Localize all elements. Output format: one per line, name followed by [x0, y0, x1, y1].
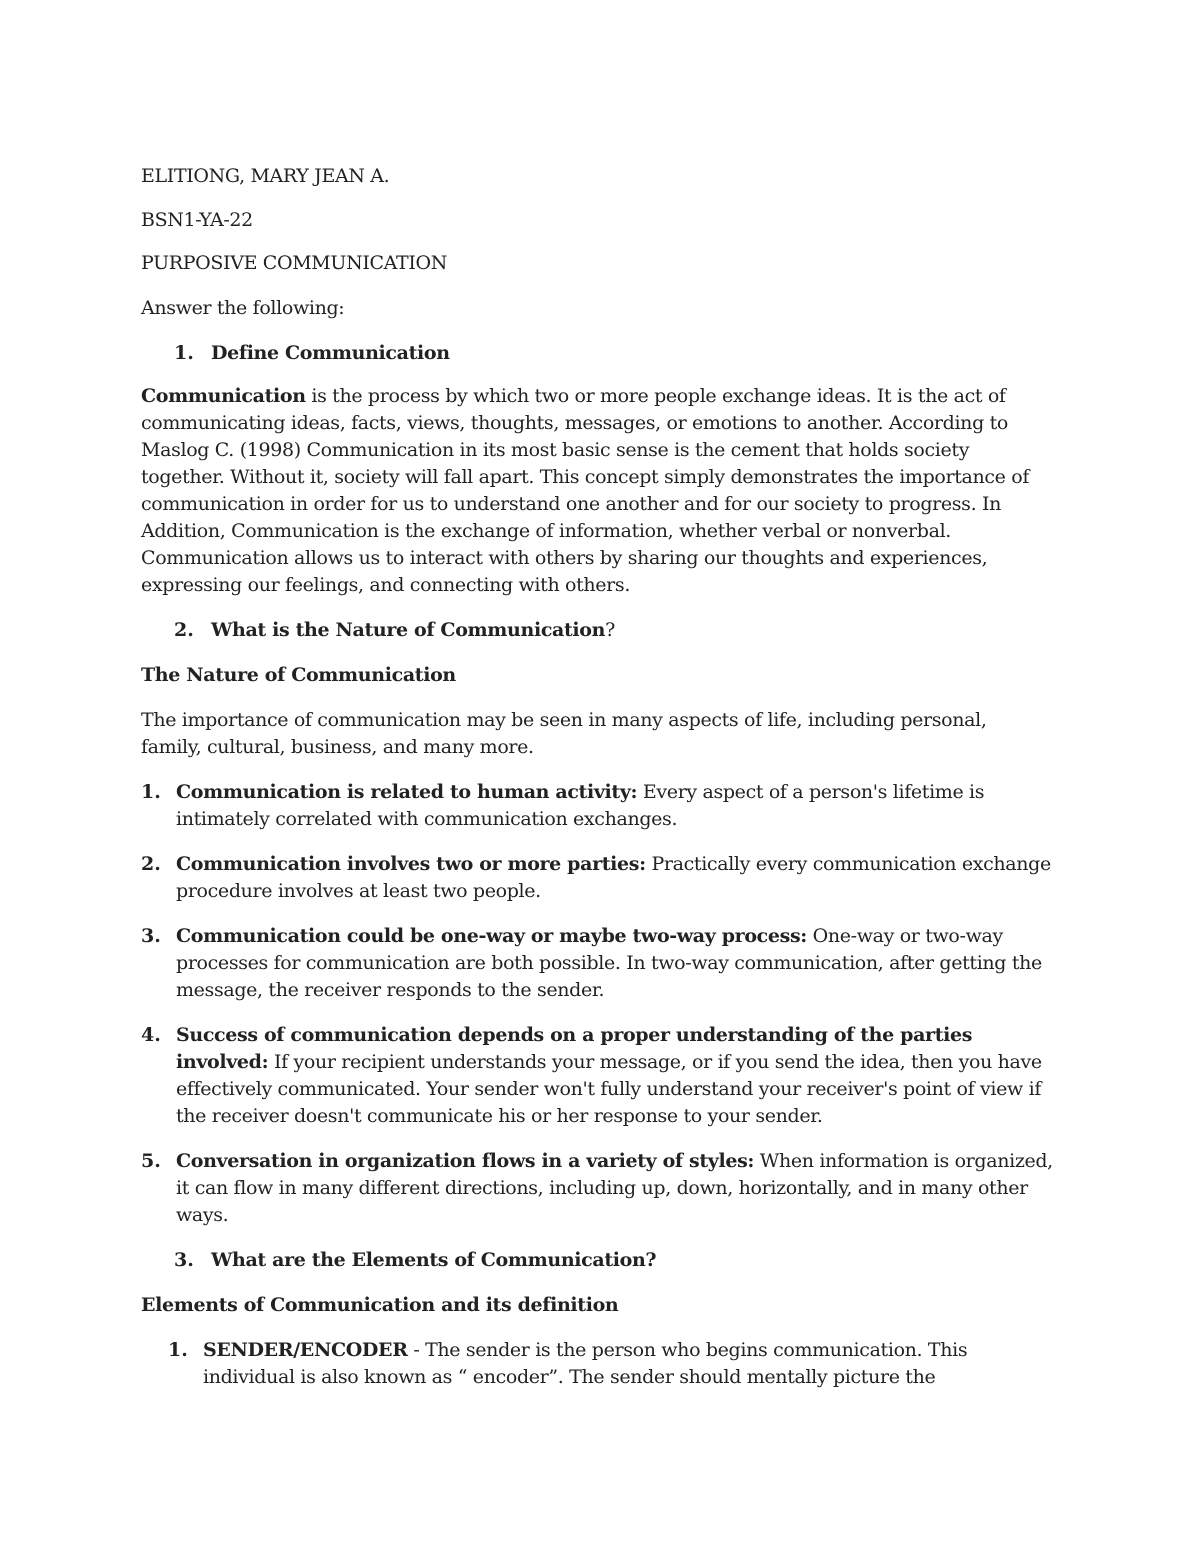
nature-item-title: Communication is related to human activity:	[176, 781, 638, 803]
nature-item-text: If your recipient understands your message, or if you send the idea, then you have	[268, 1051, 1042, 1073]
nature-item-text: One-way or two-way	[806, 925, 1003, 947]
nature-item	[176, 1049, 1042, 1076]
nature-item	[176, 779, 984, 806]
nature-item-number: 1.	[141, 781, 161, 803]
nature-item-text: intimately correlated with communication exchanges.	[176, 808, 678, 830]
element-item-term: SENDER/ENCODER	[203, 1339, 408, 1361]
student-name: ELITIONG, MARY JEAN A.	[141, 165, 390, 187]
nature-item-title: Conversation in organization flows in a variety of styles:	[176, 1150, 755, 1172]
student-section: BSN1-YA-22	[141, 209, 253, 231]
nature-heading: The Nature of Communication	[141, 664, 456, 686]
nature-item-title: Communication involves two or more parties:	[176, 853, 646, 875]
element-item-text: individual is also known as “ encoder”. The sender should mentally picture the	[203, 1366, 936, 1388]
instruction-text: Answer the following:	[141, 297, 345, 319]
question-1-number: 1.	[174, 342, 194, 364]
nature-item	[176, 851, 1051, 878]
question-2-mark: ?	[605, 619, 615, 641]
answer-1-line: communication in order for us to understand one another and for our society to progress. In	[141, 493, 1001, 515]
elements-heading: Elements of Communication and its definition	[141, 1294, 619, 1316]
answer-1-line: Communication allows us to interact with others by sharing our thoughts and experiences,	[141, 547, 988, 569]
nature-item-number: 2.	[141, 853, 161, 875]
question-2-text	[211, 617, 615, 644]
nature-item-number: 4.	[141, 1024, 161, 1046]
nature-item	[176, 923, 1003, 950]
answer-1-line: Maslog C. (1998) Communication in its most basic sense is the cement that holds society	[141, 439, 970, 461]
question-2-label: What is the Nature of Communication	[211, 619, 606, 641]
answer-1-line: together. Without it, society will fall apart. This concept simply demonstrates the importance of	[141, 466, 1030, 488]
nature-intro-line: The importance of communication may be seen in many aspects of life, including personal,	[141, 709, 987, 731]
element-item-number: 1.	[168, 1339, 188, 1361]
nature-item-text: effectively communicated. Your sender won't fully understand your receiver's point of view if	[176, 1078, 1041, 1100]
nature-item-text: ways.	[176, 1204, 229, 1226]
question-3-text: What are the Elements of Communication?	[211, 1249, 657, 1271]
nature-item-text: message, the receiver responds to the sender.	[176, 979, 605, 1001]
nature-item-text: When information is organized,	[754, 1150, 1053, 1172]
question-3-number: 3.	[174, 1249, 194, 1271]
nature-item	[176, 1148, 1053, 1175]
nature-item-text: the receiver doesn't communicate his or her response to your sender.	[176, 1105, 823, 1127]
answer-1-term: Communication	[141, 385, 306, 407]
nature-item-text: Practically every communication exchange	[645, 853, 1051, 875]
nature-item-text: processes for communication are both possible. In two-way communication, after getting the	[176, 952, 1042, 974]
question-1-text: Define Communication	[211, 342, 450, 364]
question-2-number: 2.	[174, 619, 194, 641]
answer-1-line	[141, 383, 1006, 410]
nature-item-text: Every aspect of a person's lifetime is	[637, 781, 985, 803]
nature-item-text: procedure involves at least two people.	[176, 880, 541, 902]
nature-item-title: Communication could be one-way or maybe two-way process:	[176, 925, 807, 947]
nature-item-title: involved:	[176, 1051, 269, 1073]
element-item	[203, 1337, 967, 1364]
nature-item-number: 3.	[141, 925, 161, 947]
nature-item-number: 5.	[141, 1150, 161, 1172]
subject-title: PURPOSIVE COMMUNICATION	[141, 252, 447, 274]
answer-1-text: is the process by which two or more people exchange ideas. It is the act of	[305, 385, 1006, 407]
answer-1-line: communicating ideas, facts, views, thoughts, messages, or emotions to another. According to	[141, 412, 1008, 434]
element-item-text: - The sender is the person who begins communication. This	[407, 1339, 968, 1361]
nature-item-text: it can flow in many different directions, including up, down, horizontally, and in many other	[176, 1177, 1028, 1199]
nature-item-title: Success of communication depends on a proper understanding of the parties	[176, 1024, 973, 1046]
nature-intro-line: family, cultural, business, and many more.	[141, 736, 534, 758]
answer-1-line: Addition, Communication is the exchange of information, whether verbal or nonverbal.	[141, 520, 951, 542]
answer-1-line: expressing our feelings, and connecting with others.	[141, 574, 631, 596]
